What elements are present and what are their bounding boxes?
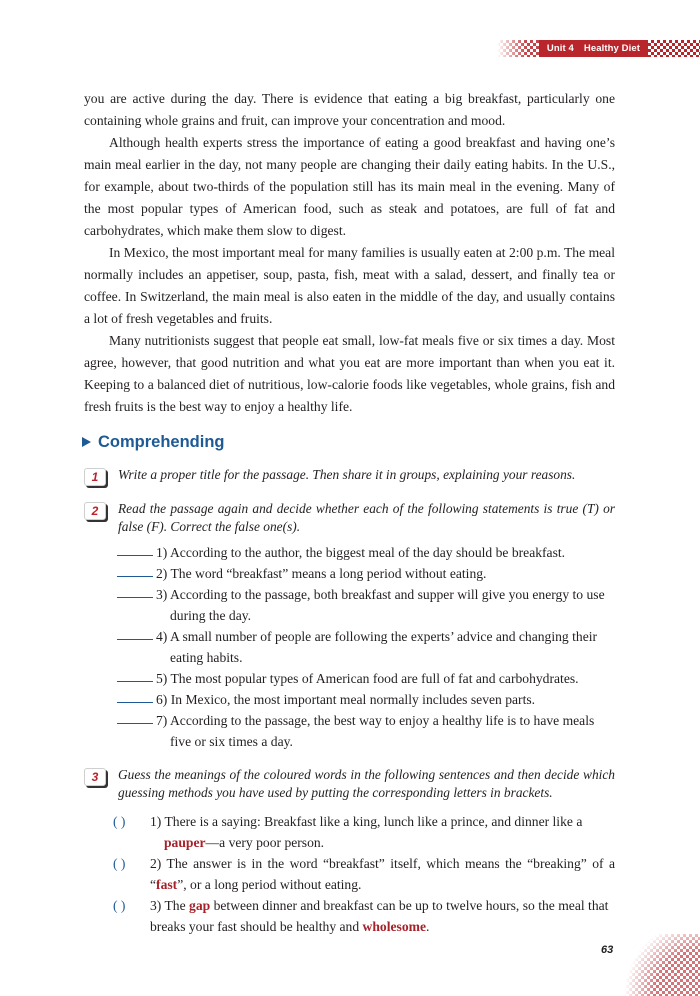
statement-item: 6) In Mexico, the most important meal normally includes seven parts. bbox=[117, 689, 615, 710]
true-false-list bbox=[117, 542, 615, 752]
unit-number: Unit 4 bbox=[546, 43, 574, 54]
task-3 bbox=[84, 766, 615, 802]
sentence-item: ( ) 1) There is a saying: Breakfast like a king, lunch like a prince, and dinner like a pauper—a very poor person. bbox=[113, 811, 615, 853]
answer-blank[interactable] bbox=[117, 668, 153, 682]
answer-blank[interactable] bbox=[117, 584, 153, 598]
section-heading bbox=[84, 430, 615, 454]
page-number: 63 bbox=[601, 944, 614, 956]
checker-decoration-corner bbox=[620, 934, 700, 996]
passage-paragraph: Although health experts stress the importance of eating a good breakfast and having one’s main meal earlier in the day, not many people are changing their daily eating habits. In the U.S., for example, about two-thirds of the population still has its main meal in the evening. Many of the most popular types of American food, such as steak and potatoes, are full of fat and carbohydrates, which make them slow to digest. bbox=[84, 135, 615, 238]
answer-blank[interactable] bbox=[117, 542, 153, 556]
task-instruction: Guess the meanings of the coloured words in the following sentences and then decide which guessing methods you have used by putting the corresponding letters in brackets. bbox=[118, 767, 615, 800]
passage-paragraph: In Mexico, the most important meal for many families is usually eaten at 2:00 p.m. The meal normally includes an appetiser, soup, pasta, fish, meat with a salad, dessert, and finally tea or coffee. In Switzerland, the main meal is also eaten in the middle of the day, and usually contains a lot of fresh vegetables and fruits. bbox=[84, 245, 615, 326]
highlighted-word: pauper bbox=[164, 835, 206, 850]
answer-blank[interactable] bbox=[117, 563, 153, 577]
unit-header-band bbox=[497, 40, 700, 57]
answer-bracket[interactable]: ( ) bbox=[113, 898, 126, 913]
answer-bracket[interactable]: ( ) bbox=[113, 856, 126, 871]
highlighted-word: fast bbox=[156, 877, 178, 892]
answer-blank[interactable] bbox=[117, 689, 153, 703]
checker-decoration-right bbox=[648, 40, 700, 57]
statement-item: 2) The word “breakfast” means a long period without eating. bbox=[117, 563, 615, 584]
highlighted-word: wholesome bbox=[362, 919, 426, 934]
task-instruction: Read the passage again and decide whether each of the following statements is true (T) or false (F). Correct the false one(s). bbox=[118, 501, 615, 534]
sentence-item: ( ) 3) The gap between dinner and breakfast can be up to twelve hours, so the meal that breaks your fast should be healthy and wholesome. bbox=[113, 895, 615, 937]
statement-item: 1) According to the author, the biggest meal of the day should be breakfast. bbox=[117, 542, 615, 563]
guess-meaning-list bbox=[113, 811, 615, 937]
task-2 bbox=[84, 500, 615, 536]
statement-item: 4) A small number of people are following the experts’ advice and changing their eating habits. bbox=[117, 626, 615, 668]
triangle-bullet-icon bbox=[82, 437, 91, 447]
task-number-badge-icon: 2 bbox=[84, 502, 106, 520]
answer-bracket[interactable]: ( ) bbox=[113, 814, 126, 829]
statement-item: 5) The most popular types of American food are full of fat and carbohydrates. bbox=[117, 668, 615, 689]
task-instruction: Write a proper title for the passage. Then share it in groups, explaining your reasons. bbox=[118, 467, 576, 482]
answer-blank[interactable] bbox=[117, 626, 153, 640]
task-number-badge-icon: 3 bbox=[84, 768, 106, 786]
task-number-badge-icon: 1 bbox=[84, 468, 106, 486]
passage-paragraph: you are active during the day. There is evidence that eating a big breakfast, particularly one containing whole grains and fruit, can improve your concentration and mood. bbox=[84, 91, 615, 128]
highlighted-word: gap bbox=[189, 898, 211, 913]
statement-item: 7) According to the passage, the best way to enjoy a healthy life is to have meals five or six times a day. bbox=[117, 710, 615, 752]
section-title: Comprehending bbox=[98, 432, 225, 451]
sentence-item: ( ) 2) The answer is in the word “breakfast” itself, which means the “breaking” of a “fast”, or a long period without eating. bbox=[113, 853, 615, 895]
unit-title: Healthy Diet bbox=[583, 43, 640, 54]
checker-decoration-left bbox=[497, 40, 539, 57]
passage-paragraph: Many nutritionists suggest that people eat small, low-fat meals five or six times a day. Most agree, however, that good nutrition and what you eat are more important than when you eat it. Keeping to a balanced diet of nutritious, low-calorie foods like vegetables, whole grains, fish and fresh fruits is the best way to enjoy a healthy life. bbox=[84, 333, 615, 414]
task-1 bbox=[84, 466, 615, 486]
statement-item: 3) According to the passage, both breakfast and supper will give you energy to use during the day. bbox=[117, 584, 615, 626]
answer-blank[interactable] bbox=[117, 710, 153, 724]
page-content bbox=[84, 88, 615, 937]
unit-label bbox=[539, 40, 648, 57]
